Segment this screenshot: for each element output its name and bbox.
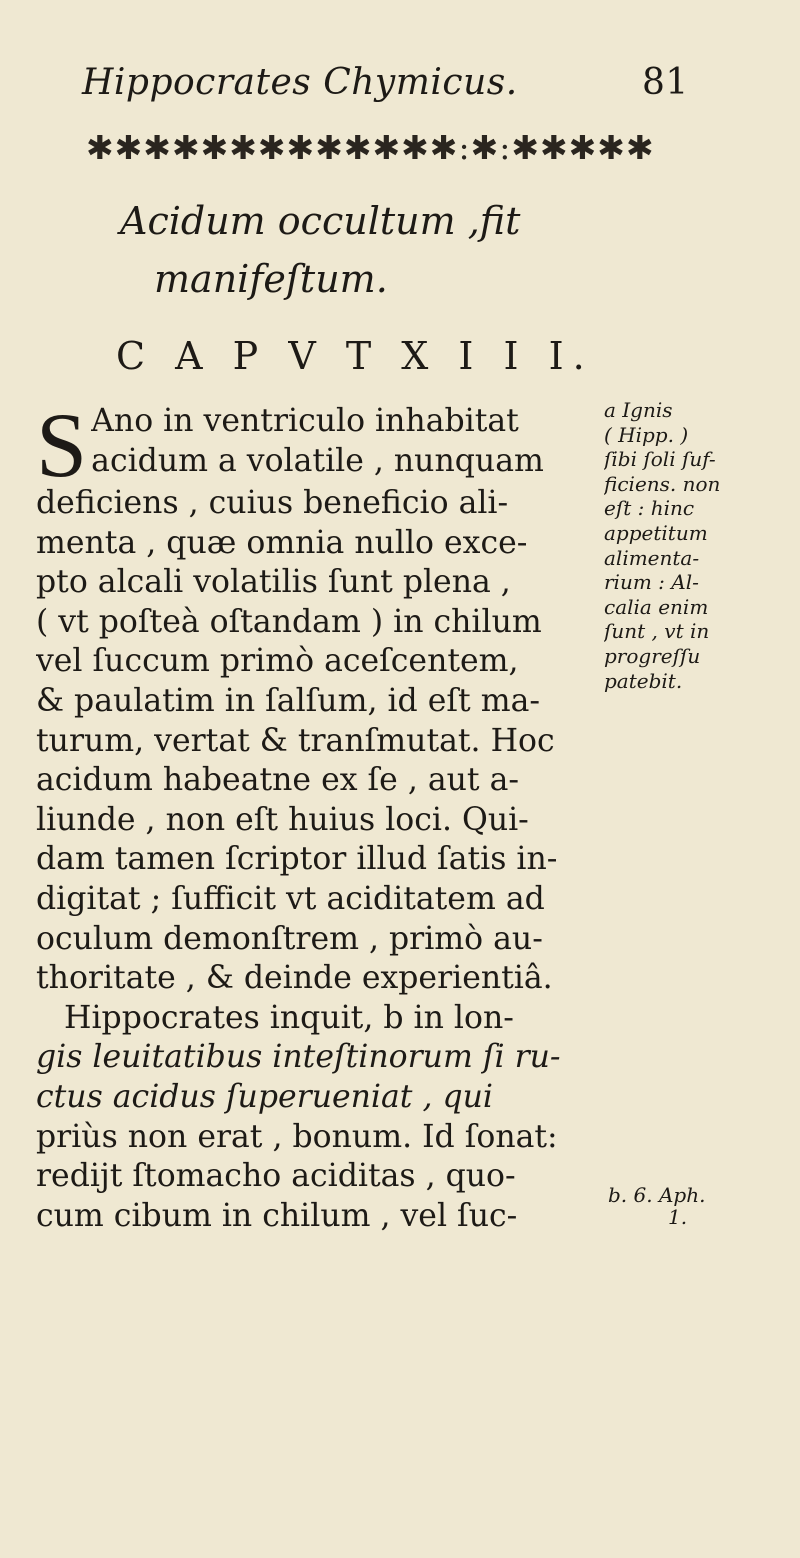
running-title: Hippocrates Chymicus. (82, 62, 518, 103)
page-number: 81 (642, 62, 689, 103)
margin-line: alimenta- (604, 545, 700, 570)
text-line: priùs non erat , bonum. Id ſonat: (36, 1118, 558, 1155)
text-line: thoritate , & deinde experientiâ. (36, 960, 553, 997)
margin-line: progreſſu (604, 643, 701, 668)
text-line: deficiens , cuius beneficio ali- (36, 485, 509, 521)
text-line: dam tamen ſcriptor illud ſatis in- (36, 841, 558, 878)
margin-note-a (604, 398, 792, 693)
margin-line: b. 6. Aph. (608, 1183, 706, 1207)
section-title (120, 192, 680, 308)
title-line: manifeſtum. (154, 257, 388, 301)
text-line: pto alcali volatilis ſunt plena , (36, 564, 511, 601)
margin-line: ( Hipp. ) (604, 422, 689, 447)
margin-line: ſunt , vt in (604, 619, 710, 644)
ornament-band: ✱✱✱✱✱✱✱✱✱✱✱✱✱:✱:✱✱✱✱✱ (86, 128, 655, 167)
text-line: & paulatim in ſalſum, id eſt ma- (36, 682, 540, 719)
text-line: Ano in ventriculo inhabitat (91, 403, 519, 439)
title-line: Acidum occultum ,fit (120, 199, 521, 243)
text-line: turum, vertat & tranſmutat. Hoc (36, 722, 555, 759)
text-line: acidum a volatile , nunquam (91, 442, 544, 479)
text-line: Hippocrates inquit, b in lon- (64, 999, 514, 1036)
margin-line: calia enim (604, 594, 709, 619)
running-head (82, 62, 689, 103)
text-line: acidum habeatne ex ſe , aut a- (36, 762, 520, 799)
text-line: digitat ; ſufficit vt aciditatem ad (36, 880, 545, 917)
text-line: ctus acidus ſuperueniat , qui (36, 1078, 493, 1115)
text-line: cum cibum in chilum , vel ſuc- (36, 1197, 518, 1234)
chapter-heading: C A P V T X I I I. (116, 334, 594, 378)
margin-line: rium : Al- (604, 570, 699, 595)
text-line: oculum demonſtrem , primò au- (36, 920, 543, 957)
margin-line: a Ignis (604, 398, 673, 422)
margin-line: eſt : hinc (604, 496, 695, 521)
text-line: gis leuitatibus inteſtinorum ſi ru- (36, 1039, 561, 1076)
margin-line: appetitum (604, 520, 708, 545)
margin-line: ſibi ſoli ſuf- (604, 447, 716, 472)
main-text (36, 394, 596, 1236)
margin-note-b (608, 1184, 705, 1228)
margin-line: 1. (668, 1205, 688, 1229)
text-line: redijt ſtomacho aciditas , quo- (36, 1158, 516, 1195)
margin-line: patebit. (604, 668, 683, 693)
text-line: ( vt poſteà oſtandam ) in chilum (36, 603, 542, 640)
margin-line: ficiens. non (604, 471, 721, 496)
drop-cap: S (36, 394, 88, 496)
text-line: vel ſuccum primò aceſcentem, (36, 643, 519, 680)
text-line: menta , quæ omnia nullo exce- (36, 524, 528, 561)
text-line: liunde , non eſt huius loci. Qui- (36, 801, 529, 838)
